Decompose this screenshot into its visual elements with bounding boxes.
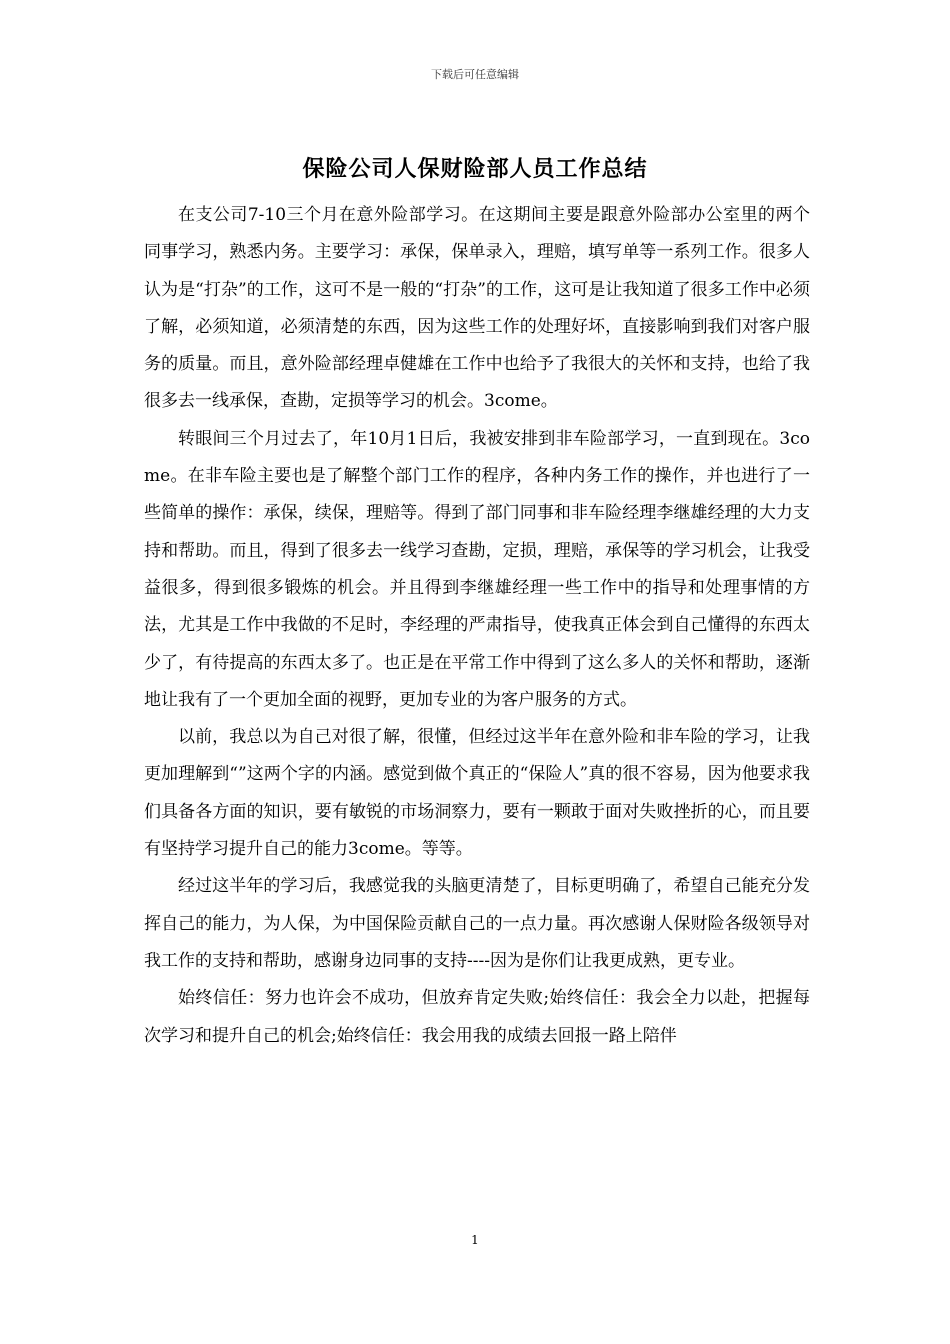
document-title: 保险公司人保财险部人员工作总结 [302, 157, 648, 182]
page-number: 1 [471, 1233, 479, 1247]
paragraph: 在支公司7-10三个月在意外险部学习。在这期间主要是跟意外险部办公室里的两个同事学习，熟悉内务。主要学习：承保，保单录入，理赔，填写单等一系列工作。很多人认为是“打杂”的工作，这可不是一般的“打杂”的工作，这可是让我知道了很多工作中必须了解，必须知道，必须清楚的东西，因为这些工作的处理好坏，直接影响到我们对客户服务的质量。而且，意外险部经理卓健雄在工作中也给予了我很大的关怀和支持，也给了我很多去一线承保，查勘，定损等学习的机会。3come。 [144, 205, 810, 412]
document-body [144, 197, 810, 1055]
paragraph: 转眼间三个月过去了，年10月1日后，我被安排到非车险部学习，一直到现在。3come。在非车险主要也是了解整个部门工作的程序，各种内务工作的操作，并也进行了一些简单的操作：承保，续保，理赔等。得到了部门同事和非车险经理李继雄经理的大力支持和帮助。而且，得到了很多去一线学习查勘，定损，理赔，承保等的学习机会，让我受益很多，得到很多锻炼的机会。并且得到李继雄经理一些工作中的指导和处理事情的方法，尤其是工作中我做的不足时，李经理的严肃指导，使我真正体会到自己懂得的东西太少了，有待提高的东西太多了。也正是在平常工作中得到了这么多人的关怀和帮助，逐渐地让我有了一个更加全面的视野，更加专业的为客户服务的方式。 [144, 428, 810, 710]
paragraph: 经过这半年的学习后，我感觉我的头脑更清楚了，目标更明确了，希望自己能充分发挥自己的能力，为人保，为中国保险贡献自己的一点力量。再次感谢人保财险各级领导对我工作的支持和帮助，感谢身边同事的支持----因为是你们让我更成熟，更专业。 [144, 876, 810, 971]
paragraph: 始终信任：努力也许会不成功，但放弃肯定失败;始终信任：我会全力以赴，把握每次学习和提升自己的机会;始终信任：我会用我的成绩去回报一路上陪伴 [144, 988, 810, 1046]
header-note: 下载后可任意编辑 [431, 68, 519, 81]
paragraph: 以前，我总以为自己对很了解，很懂，但经过这半年在意外险和非车险的学习，让我更加理解到“”这两个字的内涵。感觉到做个真正的“保险人”真的很不容易，因为他要求我们具备各方面的知识，要有敏锐的市场洞察力，要有一颗敢于面对失败挫折的心，而且要有坚持学习提升自己的能力3come。等等。 [144, 727, 810, 860]
